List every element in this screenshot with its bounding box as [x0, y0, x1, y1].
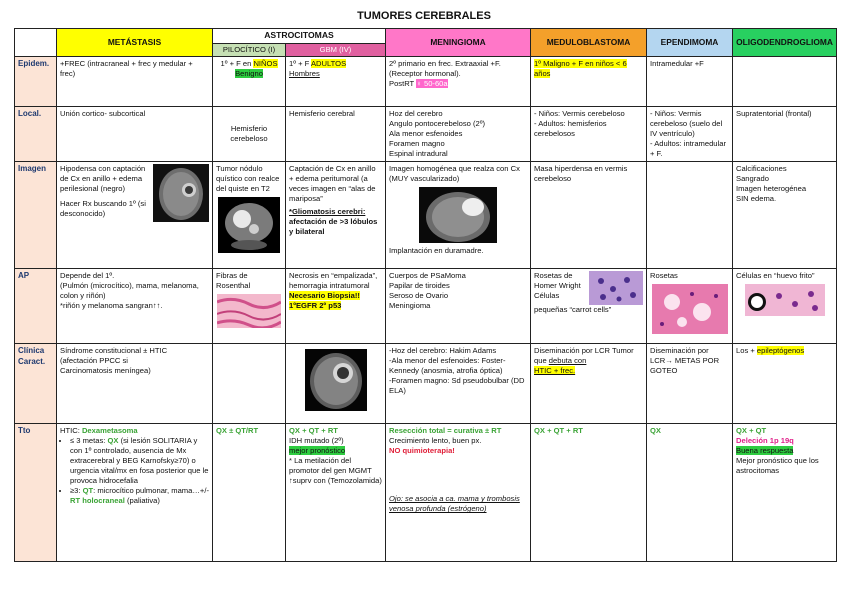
- ap-meduloblastoma-celulas: Células: [534, 291, 560, 301]
- tto-metastasis-qt-text: : microcítico pulmonar, mama…+/-: [93, 486, 210, 496]
- clinica-metastasis-item: (afectación PPCC si: [60, 356, 128, 366]
- local-meningioma-item: Hoz del cerebro: [389, 109, 443, 119]
- clinica-meduloblastoma-text: Diseminación por LCR Tumor que: [534, 346, 634, 366]
- imagen-pilocitico: [213, 162, 286, 269]
- imagen-oligodendroglioma: [733, 162, 837, 269]
- tto-metastasis-dexa: Dexametasoma: [81, 426, 138, 436]
- local-meduloblastoma-item: - Adultos: hemisferios cerebelosos: [534, 119, 607, 139]
- tto-oligo-tx: QX + QT: [736, 426, 767, 436]
- header-metastasis: METÁSTASIS: [57, 29, 213, 57]
- page-title: TUMORES CEREBRALES: [357, 10, 491, 22]
- imagen-ependimoma: [647, 162, 733, 269]
- row-label-imagen: Imagen: [15, 162, 57, 269]
- clinica-pilocitico: [213, 344, 286, 424]
- epidem-meningioma-postrt: PostRT: [389, 79, 415, 89]
- ap-pilocitico-text: Fibras de Rosenthal: [216, 271, 251, 291]
- imagen-metastasis-text: Hipodensa con captación de Cx en anillo + edema perilesional (negro): [60, 164, 146, 194]
- header-oligodendroglioma: OLIGODENDROGLIOMA: [733, 29, 837, 57]
- tto-gbm-tx: QX + QT + RT: [289, 426, 338, 436]
- local-gbm: Hemisferio cerebral: [286, 107, 386, 162]
- tto-meningioma-no-qt: NO quimioterapia!: [389, 446, 455, 456]
- clinica-metastasis: [57, 344, 213, 424]
- imagen-oligo-item: SIN edema.: [736, 194, 777, 204]
- local-ependimoma: [647, 107, 733, 162]
- row-tto: [15, 424, 837, 562]
- tto-oligodendroglioma: [733, 424, 837, 562]
- ap-pilocitico: [213, 269, 286, 344]
- tto-pilocitico: QX ± QT/RT: [213, 424, 286, 562]
- histology-rosetas-image: [652, 284, 728, 334]
- ap-gbm: [286, 269, 386, 344]
- epidem-pilocitico-ninos: NIÑOS: [253, 59, 278, 69]
- row-ap: [15, 269, 837, 344]
- imagen-metastasis: [57, 162, 213, 269]
- row-label-ap: AP: [15, 269, 57, 344]
- clinica-meduloblastoma-htic: HTIC + frec.: [534, 366, 576, 376]
- tto-meduloblastoma: QX + QT + RT: [531, 424, 647, 562]
- header-row-1: [15, 29, 837, 44]
- clinica-oligodendroglioma: [733, 344, 837, 424]
- ap-meningioma-item: Meningioma: [389, 301, 431, 311]
- tto-oligo-pronostico: Mejor pronóstico que los astrocitomas: [736, 456, 819, 476]
- header-pilocitico: PILOCÍTICO (I): [213, 44, 286, 57]
- tto-gbm-idh: IDH mutado (2º): [289, 436, 344, 446]
- imagen-oligo-item: Calcificaciones: [736, 164, 787, 174]
- ap-oligodendroglioma: [733, 269, 837, 344]
- tto-metastasis-htic: HTIC:: [60, 426, 82, 436]
- header-meduloblastoma: MEDULOBLASTOMA: [531, 29, 647, 57]
- clinica-oligo-epileptogenos: epileptógenos: [756, 346, 805, 356]
- epidem-pilocitico: [213, 57, 286, 107]
- histology-homer-wright-image: [589, 271, 643, 305]
- epidem-ependimoma: Intramedular +F: [647, 57, 733, 107]
- clinica-ependimoma: Diseminación por LCR→ METAS POR GOTEO: [647, 344, 733, 424]
- tto-gbm-mgmt: * La metilación del promotor del gen MGMT ↑suprv con (Temozolamida): [289, 456, 382, 486]
- row-label-clinica: Clínica Caract.: [15, 344, 57, 424]
- epidem-oligodendroglioma: [733, 57, 837, 107]
- row-epidem: [15, 57, 837, 107]
- epidem-meningioma-female: ♀ 50-60a: [416, 79, 448, 89]
- epidem-gbm-text: 1º + F: [289, 59, 311, 69]
- tto-meningioma-px: Crecimiento lento, buen px.: [389, 436, 482, 446]
- local-meningioma-item: Espinal intradural: [389, 149, 448, 159]
- imagen-pilocitico-text: Tumor nódulo quístico con realce del quiste en T2: [216, 164, 280, 194]
- mri-gbm-image: [305, 349, 367, 411]
- tto-metastasis-qt: QT: [82, 486, 94, 496]
- local-meduloblastoma: [531, 107, 647, 162]
- mri-pilocitico-image: [218, 197, 280, 253]
- ap-meduloblastoma-carrot: pequeñas “carrot cells”: [534, 305, 612, 315]
- imagen-meduloblastoma: Masa hiperdensa en vermis cerebeloso: [531, 162, 647, 269]
- imagen-oligo-item: Imagen heterogénea: [736, 184, 807, 194]
- epidem-gbm-adultos: ADULTOS: [310, 59, 347, 69]
- ap-metastasis: [57, 269, 213, 344]
- epidem-metastasis: +FREC (intracraneal + frec y medular + frec): [57, 57, 213, 107]
- local-meningioma-item: Foramen magno: [389, 139, 445, 149]
- ap-metastasis-text: Depende del 1º.: [60, 271, 115, 281]
- tto-oligo-delecion: Deleción 1p 19q: [736, 436, 794, 446]
- clinica-meningioma-item: -Ala menor del esfenoides: Foster-Kennedy (anosmia, atrofia óptica): [389, 356, 506, 376]
- ap-meduloblastoma: [531, 269, 647, 344]
- row-local: [15, 107, 837, 162]
- local-metastasis: Unión cortico- subcortical: [57, 107, 213, 162]
- epidem-meduloblastoma-text: 1º Maligno + F en: [534, 59, 596, 69]
- local-pilocitico: Hemisferio cerebeloso: [213, 107, 286, 162]
- ap-gbm-egfr: 1ºEGFR 2º p53: [289, 301, 342, 311]
- tto-oligo-respuesta: Buena respuesta: [736, 446, 794, 456]
- row-clinica: [15, 344, 837, 424]
- clinica-meduloblastoma: [531, 344, 647, 424]
- local-ependimoma-item: - Niños: Vermis cerebeloso (suelo del IV ventrículo): [650, 109, 723, 139]
- row-imagen: [15, 162, 837, 269]
- epidem-gbm: [286, 57, 386, 107]
- tto-gbm: [286, 424, 386, 562]
- clinica-meningioma-item: -Foramen magno: Sd pseudobulbar (DD ELA): [389, 376, 525, 396]
- imagen-meningioma-duramadre: Implantación en duramadre.: [389, 246, 484, 256]
- tto-meningioma-ojo: Ojo: se asocia a ca. mama y trombosis venosa profunda (estrógeno): [389, 494, 520, 514]
- ap-metastasis-note: *riñón y melanoma sangran↑↑.: [60, 301, 163, 311]
- clinica-meduloblastoma-debuta: debuta con: [548, 356, 587, 366]
- tto-metastasis-paliativa: (paliativa): [124, 496, 160, 506]
- tto-meningioma-reseccion: Resección total = curativa ± RT: [389, 426, 502, 436]
- imagen-metastasis-rx: Hacer Rx buscando 1º (si desconocido): [60, 199, 146, 219]
- row-label-tto: Tto: [15, 424, 57, 562]
- tto-metastasis-list: [60, 436, 209, 506]
- epidem-meduloblastoma-ninos: niños < 6 años: [534, 59, 627, 79]
- ap-meningioma: [386, 269, 531, 344]
- ap-ependimoma: [647, 269, 733, 344]
- histology-rosenthal-image: [217, 294, 281, 328]
- ap-meningioma-item: Papilar de tiroides: [389, 281, 450, 291]
- epidem-meningioma-text: 2º primario en frec. Extraaxial +F. (Receptor hormonal).: [389, 59, 501, 79]
- clinica-metastasis-item: Carcinomatosis meníngea): [60, 366, 151, 376]
- tto-metastasis-item: [70, 486, 209, 506]
- ap-gbm-biopsia: Necesario Biopsia!!: [289, 291, 360, 301]
- header-astrocitomas: ASTROCITOMAS: [213, 29, 386, 44]
- imagen-meningioma: [386, 162, 531, 269]
- ap-metastasis-list: (Pulmón (microcítico), mama, melanoma, colon y riñón): [60, 281, 199, 301]
- local-ependimoma-item: - Adultos: intramedular + F.: [650, 139, 726, 159]
- ap-ependimoma-text: Rosetas: [650, 271, 678, 281]
- brain-ct-image: [153, 164, 209, 222]
- imagen-meningioma-text: Imagen homogénea que realza con Cx (MUY vascularizado): [389, 164, 520, 184]
- local-meningioma-item: Ala menor esfenoides: [389, 129, 463, 139]
- corner-cell: [15, 29, 57, 57]
- local-oligodendroglioma: Supratentorial (frontal): [733, 107, 837, 162]
- header-ependimoma: EPENDIMOMA: [647, 29, 733, 57]
- local-meningioma: [386, 107, 531, 162]
- clinica-gbm: [286, 344, 386, 424]
- tto-gbm-pronostico: mejor pronóstico: [289, 446, 346, 456]
- imagen-gbm-gliomatosis-text: afectación de >3 lóbulos y bilateral: [289, 217, 378, 237]
- tto-metastasis-ge3: ≥3:: [70, 486, 83, 496]
- clinica-meningioma-item: -Hoz del cerebro: Hakim Adams: [389, 346, 497, 356]
- header-meningioma: MENINGIOMA: [386, 29, 531, 57]
- tto-metastasis-item: [70, 436, 209, 486]
- ap-meningioma-item: Cuerpos de PSaMoma: [389, 271, 466, 281]
- imagen-oligo-item: Sangrado: [736, 174, 769, 184]
- imagen-gbm-gliomatosis: *Gliomatosis cerebri:: [289, 207, 366, 217]
- clinica-metastasis-item: Síndrome constitucional ± HTIC: [60, 346, 168, 356]
- ap-meduloblastoma-text: Rosetas de Homer Wright: [534, 271, 581, 291]
- epidem-meningioma: [386, 57, 531, 107]
- row-label-local: Local.: [15, 107, 57, 162]
- tto-metastasis: [57, 424, 213, 562]
- tto-metastasis-qx-text: (si lesión SOLITARIA y con 1º controlado, ausencia de Mx extracerebral y BEG Karnofsky≥70) o urgencia vital/mx en fosa posterior que le provoca hidrocefalia: [70, 436, 209, 486]
- epidem-meduloblastoma: [531, 57, 647, 107]
- local-meduloblastoma-item: - Niños: Vermis cerebeloso: [534, 109, 625, 119]
- tto-metastasis-le3: ≤ 3 metas:: [70, 436, 108, 446]
- tto-meningioma: [386, 424, 531, 562]
- local-meningioma-item: Angulo pontocerebeloso (2º): [389, 119, 486, 129]
- tto-metastasis-qx: QX: [107, 436, 119, 446]
- ap-oligodendroglioma-text: Células en “huevo frito”: [736, 271, 815, 281]
- clinica-meningioma: [386, 344, 531, 424]
- row-label-epidem: Epidem.: [15, 57, 57, 107]
- epidem-pilocitico-benigno: Benigno: [235, 69, 263, 79]
- header-gbm: GBM (IV): [286, 44, 386, 57]
- epidem-gbm-hombres: Hombres: [289, 69, 320, 79]
- epidem-pilocitico-text: 1º + F en: [220, 59, 254, 69]
- tumor-table: [14, 28, 837, 562]
- imagen-gbm-text: Captación de Cx en anillo + edema peritumoral (a veces imagen en “alas de mariposa”: [289, 164, 376, 204]
- ap-gbm-text: Necrosis en “empalizada”, hemorragia intratumoral: [289, 271, 378, 291]
- mri-meningioma-image: [419, 187, 497, 243]
- tto-metastasis-rt: RT holocraneal: [70, 496, 125, 506]
- histology-huevo-frito-image: [745, 284, 825, 316]
- imagen-gbm: [286, 162, 386, 269]
- clinica-oligo-text: Los +: [736, 346, 757, 356]
- ap-meningioma-item: Seroso de Ovario: [389, 291, 449, 301]
- tto-ependimoma: QX: [647, 424, 733, 562]
